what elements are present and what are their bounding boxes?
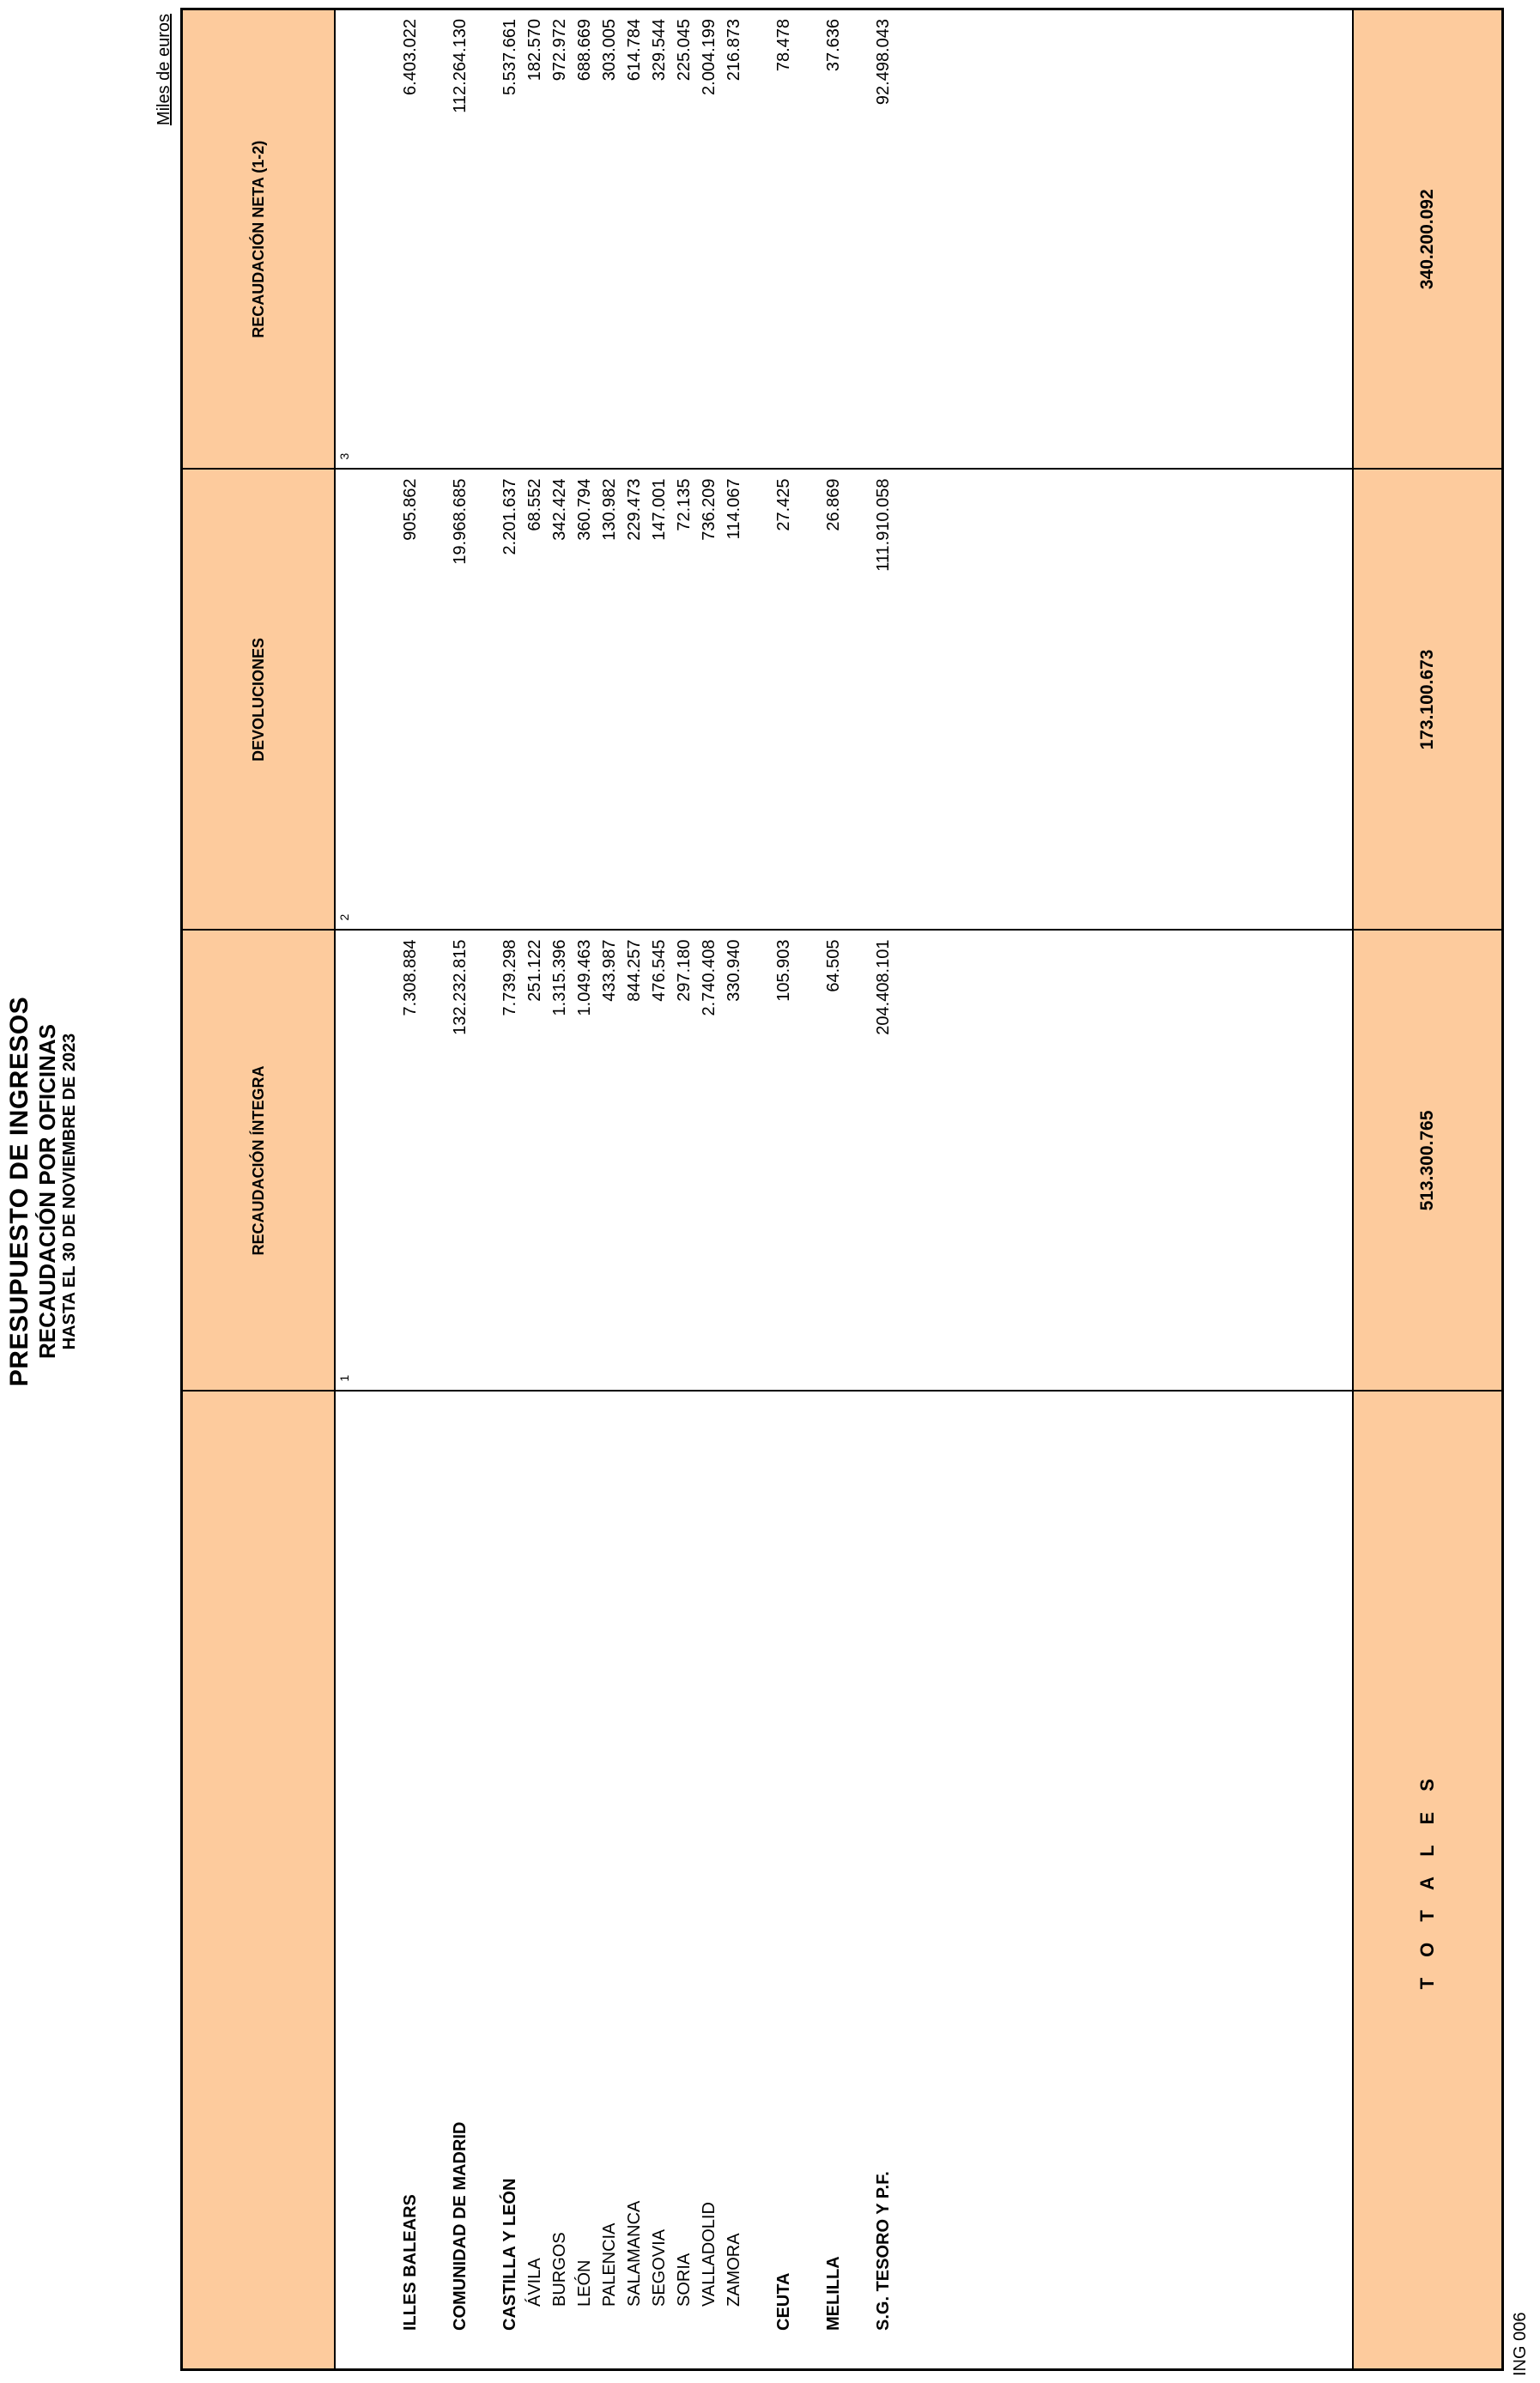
- value-cell-v1: 330.940: [725, 939, 743, 1002]
- office-label: VALLADOLID: [700, 2202, 718, 2307]
- row-spacer: [423, 10, 448, 469]
- office-group-label: CASTILLA Y LEÓN: [500, 2178, 519, 2331]
- value-cell-v2: 147.001: [650, 478, 669, 541]
- value-cell-v1: 204.408.101: [874, 939, 893, 1035]
- value-cell-v1: 2.740.408: [700, 939, 718, 1016]
- row-spacer: [423, 931, 448, 1391]
- column-number-2: 2: [337, 913, 351, 921]
- row-spacer: [373, 470, 398, 930]
- value-cell-v3: 2.004.199: [700, 19, 718, 95]
- value-cell-v1: 105.903: [774, 939, 793, 1002]
- office-group-label: CEUTA: [774, 2272, 793, 2331]
- value-cell-v2: 736.209: [700, 478, 718, 541]
- header-net: RECAUDACIÓN NETA (1-2): [182, 9, 336, 470]
- office-group-label: COMUNIDAD DE MADRID: [451, 2121, 470, 2331]
- office-label: SORIA: [675, 2253, 694, 2307]
- value-cell-v3: 112.264.130: [451, 19, 470, 113]
- row-spacer: [747, 1392, 772, 2369]
- total-gross: 513.300.765: [1353, 931, 1503, 1392]
- value-cell-v1: 251.122: [525, 939, 544, 1002]
- report-subtitle: RECAUDACIÓN POR OFICINAS: [34, 1024, 60, 1360]
- value-cell-v3: 216.873: [725, 19, 743, 82]
- row-spacer: [846, 10, 871, 469]
- row-spacer: [797, 10, 822, 469]
- column-number-1: 1: [337, 1374, 351, 1382]
- value-cell-v2: 130.982: [600, 478, 619, 541]
- body-row: [335, 9, 1353, 2370]
- office-column: [335, 1392, 1353, 2370]
- row-spacer: [473, 1392, 498, 2369]
- value-cell-v3: 303.005: [600, 19, 619, 82]
- value-cell-v3: 688.669: [575, 19, 594, 82]
- value-cell-v2: 905.862: [401, 478, 420, 541]
- office-list: [336, 1392, 896, 2369]
- row-spacer: [423, 1392, 448, 2369]
- row-spacer: [747, 10, 772, 469]
- value-cell-v1: 64.505: [824, 939, 843, 992]
- value-cell-v1: 1.315.396: [550, 939, 569, 1016]
- header-refunds: DEVOLUCIONES: [182, 470, 336, 931]
- value-cell-v2: 111.910.058: [874, 478, 893, 572]
- value-cell-v2: 2.201.637: [500, 478, 519, 555]
- office-label: BURGOS: [550, 2232, 569, 2307]
- office-group-label: S.G. TESORO Y P.F.: [874, 2171, 893, 2331]
- total-refunds: 173.100.673: [1353, 470, 1503, 931]
- row-spacer: [846, 470, 871, 930]
- row-spacer: [747, 931, 772, 1391]
- row-spacer: [373, 10, 398, 469]
- value-cell-v2: 114.067: [725, 478, 743, 540]
- total-net: 340.200.092: [1353, 9, 1503, 470]
- value-cell-v2: 27.425: [774, 478, 793, 531]
- value-cell-v1: 1.049.463: [575, 939, 594, 1016]
- value-cell-v2: 68.552: [525, 478, 544, 531]
- row-spacer: [846, 1392, 871, 2369]
- report-title: PRESUPUESTO DE INGRESOS: [5, 996, 33, 1387]
- office-label: ZAMORA: [725, 2233, 743, 2307]
- value-cell-v1: 433.987: [600, 939, 619, 1002]
- value-cell-v3: 5.537.661: [500, 19, 519, 95]
- column-number-3: 3: [337, 452, 351, 460]
- row-spacer: [423, 470, 448, 930]
- value-cell-v1: 844.257: [625, 939, 644, 1002]
- header-office: [182, 1392, 336, 2370]
- value-cell-v1: 7.739.298: [500, 939, 519, 1016]
- row-spacer: [373, 931, 398, 1391]
- value-cell-v2: 342.424: [550, 478, 569, 541]
- value-cell-v1: 297.180: [675, 939, 694, 1002]
- value-cell-v3: 182.570: [525, 19, 544, 82]
- revenue-table: [180, 8, 1504, 2371]
- value-cell-v3: 972.972: [550, 19, 569, 82]
- units-label: Miles de euros: [155, 14, 173, 126]
- net-values: [336, 10, 896, 469]
- row-spacer: [797, 1392, 822, 2369]
- value-cell-v2: 19.968.685: [451, 478, 470, 565]
- totals-row: [1353, 9, 1503, 2370]
- row-spacer: [797, 931, 822, 1391]
- value-cell-v1: 7.308.884: [401, 939, 420, 1016]
- office-group-label: ILLES BALEARS: [401, 2194, 420, 2331]
- header-gross: RECAUDACIÓN ÍNTEGRA: [182, 931, 336, 1392]
- office-label: SEGOVIA: [650, 2228, 669, 2307]
- office-label: PALENCIA: [600, 2222, 619, 2307]
- row-spacer: [473, 10, 498, 469]
- refunds-column: [335, 470, 1353, 931]
- header-row: [182, 9, 336, 2370]
- value-cell-v3: 225.045: [675, 19, 694, 82]
- value-cell-v3: 614.784: [625, 19, 644, 82]
- value-cell-v3: 37.636: [824, 19, 843, 72]
- row-spacer: [797, 470, 822, 930]
- row-spacer: [373, 1392, 398, 2369]
- refunds-values: [336, 470, 896, 930]
- report-date: HASTA EL 30 DE NOVIEMBRE DE 2023: [60, 1033, 79, 1350]
- value-cell-v1: 476.545: [650, 939, 669, 1002]
- gross-values: [336, 931, 896, 1391]
- office-group-label: MELILLA: [824, 2256, 843, 2331]
- value-cell-v2: 26.869: [824, 478, 843, 531]
- totals-label: T O T A L E S: [1353, 1392, 1503, 2370]
- value-cell-v1: 132.232.815: [451, 939, 470, 1035]
- value-cell-v3: 92.498.043: [874, 19, 893, 106]
- gross-column: [335, 931, 1353, 1392]
- value-cell-v2: 229.473: [625, 478, 644, 541]
- form-code: ING 006: [1511, 2312, 1530, 2376]
- value-cell-v3: 6.403.022: [401, 19, 420, 95]
- net-column: [335, 9, 1353, 470]
- row-spacer: [747, 470, 772, 930]
- row-spacer: [846, 931, 871, 1391]
- value-cell-v2: 360.794: [575, 478, 594, 541]
- value-cell-v3: 329.544: [650, 19, 669, 82]
- office-label: ÁVILA: [525, 2258, 544, 2307]
- office-label: SALAMANCA: [625, 2200, 644, 2307]
- row-spacer: [473, 470, 498, 930]
- office-label: LEÓN: [575, 2259, 594, 2307]
- row-spacer: [473, 931, 498, 1391]
- value-cell-v2: 72.135: [675, 478, 694, 531]
- value-cell-v3: 78.478: [774, 19, 793, 72]
